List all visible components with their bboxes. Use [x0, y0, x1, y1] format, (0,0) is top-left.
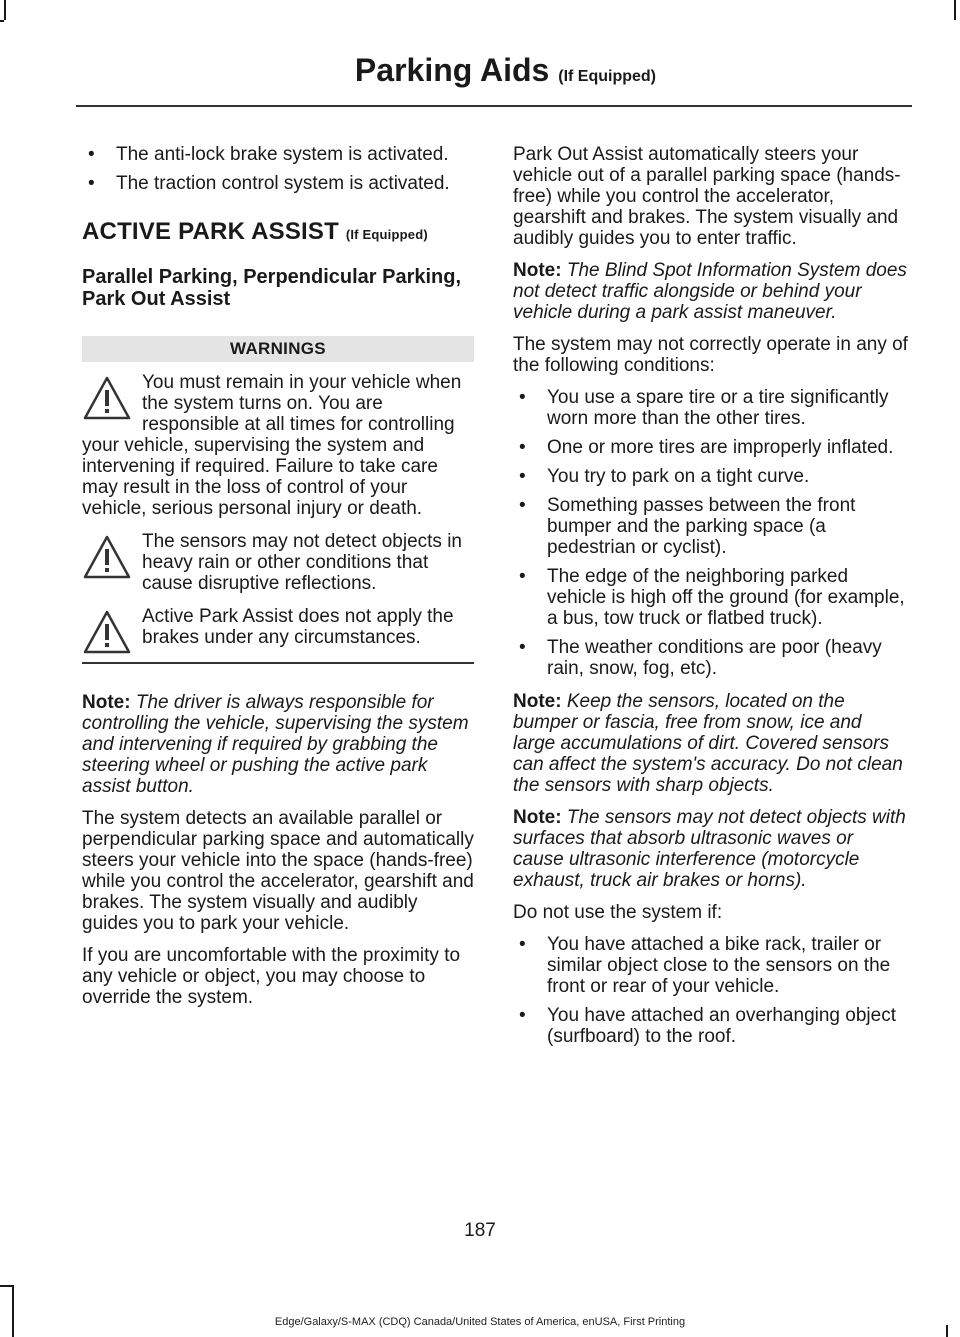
note-label: Note: [82, 692, 131, 713]
crop-mark-top-left-h [0, 20, 4, 22]
list-item: • One or more tires are improperly inflated. [513, 437, 909, 458]
warning-triangle-icon [82, 374, 132, 422]
intro-bullet-list [82, 144, 474, 194]
list-item: • You use a spare tire or a tire significantly worn more than the other tires. [513, 387, 909, 429]
section-heading [82, 218, 474, 246]
body-paragraph: Do not use the system if: [513, 902, 723, 923]
list-item: • You have attached a bike rack, trailer or similar object close to the sensors on the front or rear of your vehicle. [513, 934, 909, 997]
warnings-end-rule [82, 662, 474, 664]
body-paragraph: The system detects an available parallel or perpendicular parking space and automatically steers your vehicle into the space (hands-free) while you control the accelerator, gearshift and brakes. The system visually and audibly guides you to park your vehicle. [82, 808, 474, 934]
crop-mark-bottom-left-h [0, 1285, 12, 1287]
warning-item [82, 606, 474, 648]
donts-list [513, 934, 909, 1047]
warning-text: The sensors may not detect objects in heavy rain or other conditions that cause disruptive reflections. [142, 531, 462, 594]
list-item: • The weather conditions are poor (heavy rain, snow, fog, etc). [513, 637, 909, 679]
note-label: Note: [513, 260, 562, 281]
page-header [355, 52, 656, 89]
note-text: The Blind Spot Information System does not detect traffic alongside or behind your vehicle during a park assist maneuver. [513, 260, 907, 323]
warning-item [82, 372, 474, 519]
body-paragraph: Park Out Assist automatically steers your vehicle out of a parallel parking space (hands-free) while you control the accelerator, gearshift and brakes. The system visually and audibly guides you to enter traffic. [513, 144, 901, 249]
note-paragraph [513, 260, 909, 323]
footer-text: Edge/Galaxy/S-MAX (CDQ) Canada/United States of America, enUSA, First Printing [274, 1316, 686, 1328]
crop-mark-top-right [954, 0, 956, 20]
subsection-heading: Parallel Parking, Perpendicular Parking, Park Out Assist [82, 266, 462, 310]
crop-mark-bottom-left [12, 1285, 14, 1337]
note-label: Note: [513, 807, 562, 828]
list-item: • The traction control system is activated. [82, 173, 474, 194]
body-paragraph: The system may not correctly operate in any of the following conditions: [513, 334, 908, 376]
note-label: Note: [513, 691, 562, 712]
warning-text: You must remain in your vehicle when the system turns on. You are responsible at all times for controlling your vehicle, supervising the system and intervening if required. Failure to take care may result in the loss of control of your vehicle, serious personal injury or death. [82, 372, 462, 519]
list-item: • The anti-lock brake system is activated. [82, 144, 474, 165]
page-number: 187 [464, 1220, 496, 1241]
note-paragraph [82, 692, 474, 797]
note-text: The driver is always responsible for controlling the vehicle, supervising the system and intervening if required by grabbing the steering wheel or pushing the active park assist button. [82, 692, 469, 797]
header-subtitle: (If Equipped) [558, 68, 656, 85]
left-column [82, 144, 474, 1019]
section-subtitle: (If Equipped) [345, 227, 428, 242]
note-paragraph [513, 691, 909, 796]
conditions-list [513, 387, 909, 679]
warning-triangle-icon [82, 533, 132, 581]
crop-mark-top-left [4, 0, 6, 20]
note-text: Keep the sensors, located on the bumper or fascia, free from snow, ice and large accumulations of dirt. Covered sensors can affect the system's accuracy. Do not clean the sensors with sharp objects. [513, 691, 903, 796]
warning-item [82, 531, 474, 594]
header-title: Parking Aids [354, 52, 550, 88]
note-paragraph [513, 807, 909, 891]
warning-text: Active Park Assist does not apply the brakes under any circumstances. [142, 606, 454, 648]
warning-triangle-icon [82, 608, 132, 656]
header-divider [76, 105, 912, 107]
list-item: • Something passes between the front bumper and the parking space (a pedestrian or cyclist). [513, 495, 909, 558]
list-item: • The edge of the neighboring parked vehicle is high off the ground (for example, a bus, tow truck or flatbed truck). [513, 566, 909, 629]
list-item: • You have attached an overhanging object (surfboard) to the roof. [513, 1005, 909, 1047]
body-paragraph: If you are uncomfortable with the proximity to any vehicle or object, you may choose to override the system. [82, 945, 461, 1008]
right-column [513, 144, 909, 1059]
section-title: ACTIVE PARK ASSIST [82, 218, 339, 245]
list-item: • You try to park on a tight curve. [513, 466, 909, 487]
warnings-heading: WARNINGS [82, 336, 474, 362]
note-text: The sensors may not detect objects with surfaces that absorb ultrasonic waves or cause ultrasonic interference (motorcycle exhaust, truck air brakes or horns). [513, 807, 906, 891]
